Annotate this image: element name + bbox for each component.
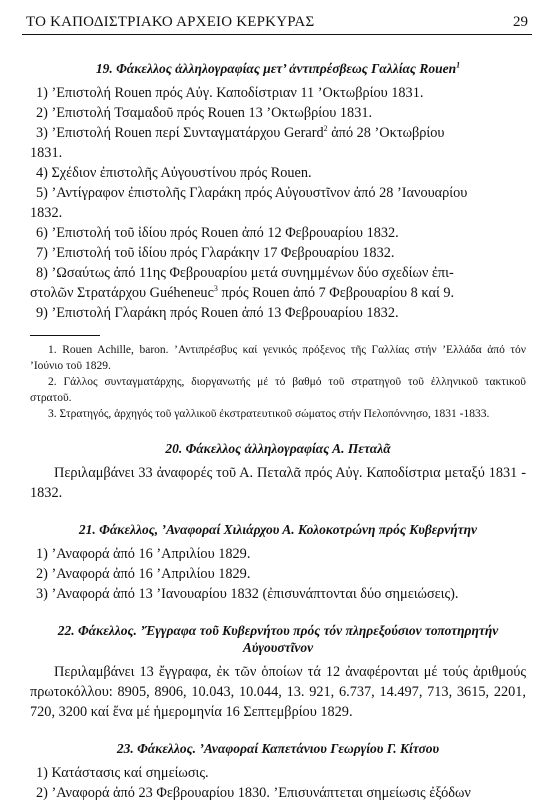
footnote-3: 3. Στρατηγός, ἀρχηγός τοῦ γαλλικοῦ ἐκστρατευτικοῦ σώματος στήν Πελοπόννησο, 1831 -1833. <box>48 408 490 420</box>
s19-item-1: 1) ’Επιστολή Rouen πρός Αὐγ. Καποδίστριαν 11 ’Οκτωβρίου 1831. <box>36 85 424 101</box>
s19-item-9: 9) ’Επιστολή Γλαράκη πρός Rouen ἀπό 13 Φεβρουαρίου 1832. <box>36 305 399 321</box>
s23-item-1: 1) Κατάστασις καί σημείωσις. <box>36 765 209 781</box>
s21-item-1: 1) ’Αναφορά ἀπό 16 ’Απριλίου 1829. <box>36 546 251 562</box>
section-22-text: Περιλαμβάνει 13 ἔγγραφα, ἐκ τῶν ὁποίων τά 12 ἀναφέρονται μέ τούς ἀριθμούς πρωτοκόλλου: 8905, 8906, 10.043, 10.044, 13. 921, 6.737, 14.497, 713, 3615, 2201, 720, 3200 καί ἕνα μέ ἡμερομηνία 16 Σεπτεμβρίου 1829. <box>30 664 526 720</box>
s19-item-2: 2) ’Επιστολή Τσαμαδοῦ πρός Rouen 13 ’Οκτωβρίου 1831. <box>36 105 373 121</box>
s19-item-5: 5) ’Αντίγραφον ἐπιστολῆς Γλαράκη πρός Αὐγουστῖνον ἀπό 28 ’Ιανουαρίου 1832. <box>30 185 468 221</box>
page-number: 29 <box>513 14 528 30</box>
footnote-ref-3: 3 <box>213 284 218 294</box>
s19-item-7: 7) ’Επιστολή τοῦ ἰδίου πρός Γλαράκην 17 Φεβρουαρίου 1832. <box>36 245 395 261</box>
section-22-title: 22. Φάκελλος. ’Έγγραφα τοῦ Κυβερνήτου πρός τόν πληρεξούσιον τοποτηρητήν Αὐγουστῖνον <box>57 623 499 655</box>
section-23-title: 23. Φάκελλος. ’Αναφοραί Καπετάνιου Γεωργίου Γ. Κίτσου <box>116 741 440 756</box>
section-21-title: 21. Φάκελλος, ’Αναφοραί Χιλιάρχου Α. Κολοκοτρώνη πρός Κυβερνήτην <box>78 522 478 537</box>
footnote-2: 2. Γάλλος συνταγματάρχης, διοργανωτής μέ τό βαθμό τοῦ στρατηγοῦ τοῦ ἑλληνικοῦ τακτικοῦ στρατοῦ. <box>30 376 526 404</box>
running-header <box>22 8 532 35</box>
s23-item-2: 2) ’Αναφορά ἀπό 23 Φεβρουαρίου 1830. ’Επισυνάπτεται σημείωσις ἐξόδων <box>36 785 471 801</box>
page-body <box>30 60 526 803</box>
running-title: ΤΟ ΚΑΠΟΔΙΣΤΡΙΑΚΟ ΑΡΧΕΙΟ ΚΕΡΚΥΡΑΣ <box>26 14 315 30</box>
footnote-1: 1. Rouen Achille, baron. ’Αντιπρέσβυς καί γενικός πρόξενος τῆς Γαλλίας στήν ’Ελλάδα ἀπό τόν ’Ιούνιο τοῦ 1829. <box>30 344 526 372</box>
s19-item-4: 4) Σχέδιον ἐπιστολῆς Αὐγουστίνου πρός Rouen. <box>36 165 312 181</box>
section-19-title: 19. Φάκελλος ἀλληλογραφίας μετ’ ἀντιπρέσβεως Γαλλίας Rouen$^1$ <box>95 60 461 76</box>
s21-item-2: 2) ’Αναφορά ἀπό 16 ’Απριλίου 1829. <box>36 566 251 582</box>
section-20-text: Περιλαμβάνει 33 ἀναφορές τοῦ Α. Πεταλᾶ πρός Αὐγ. Καποδίστρια μεταξύ 1831 - 1832. <box>30 465 526 501</box>
s21-item-3: 3) ’Αναφορά ἀπό 13 ’Ιανουαρίου 1832 (ἐπισυνάπτονται δύο σημειώσεις). <box>36 586 459 602</box>
s19-item-8: 8) ’Ωσαύτως ἀπό 11ης Φεβρουαρίου μετά συνημμένων δύο σχεδίων ἐπι- στολῶν Στρατάρχου Guéheneuc$^3$ πρός Rouen ἀπό 7 Φεβρουαρίου 8 καί 9. <box>30 265 455 301</box>
footnote-ref-1: 1 <box>456 60 461 70</box>
s19-item-6: 6) ’Επιστολή τοῦ ἰδίου πρός Rouen ἀπό 12 Φεβρουαρίου 1832. <box>36 225 399 241</box>
s19-item-3: 3) ’Επιστολή Rouen περί Συνταγματάρχου Gerard$^2$ ἀπό 28 ’Οκτωβρίου 1831. <box>30 124 445 161</box>
footnote-ref-2: 2 <box>323 124 328 134</box>
footnote-rule <box>30 335 100 336</box>
section-20-title: 20. Φάκελλος ἀλληλογραφίας Α. Πεταλᾶ <box>165 441 391 456</box>
